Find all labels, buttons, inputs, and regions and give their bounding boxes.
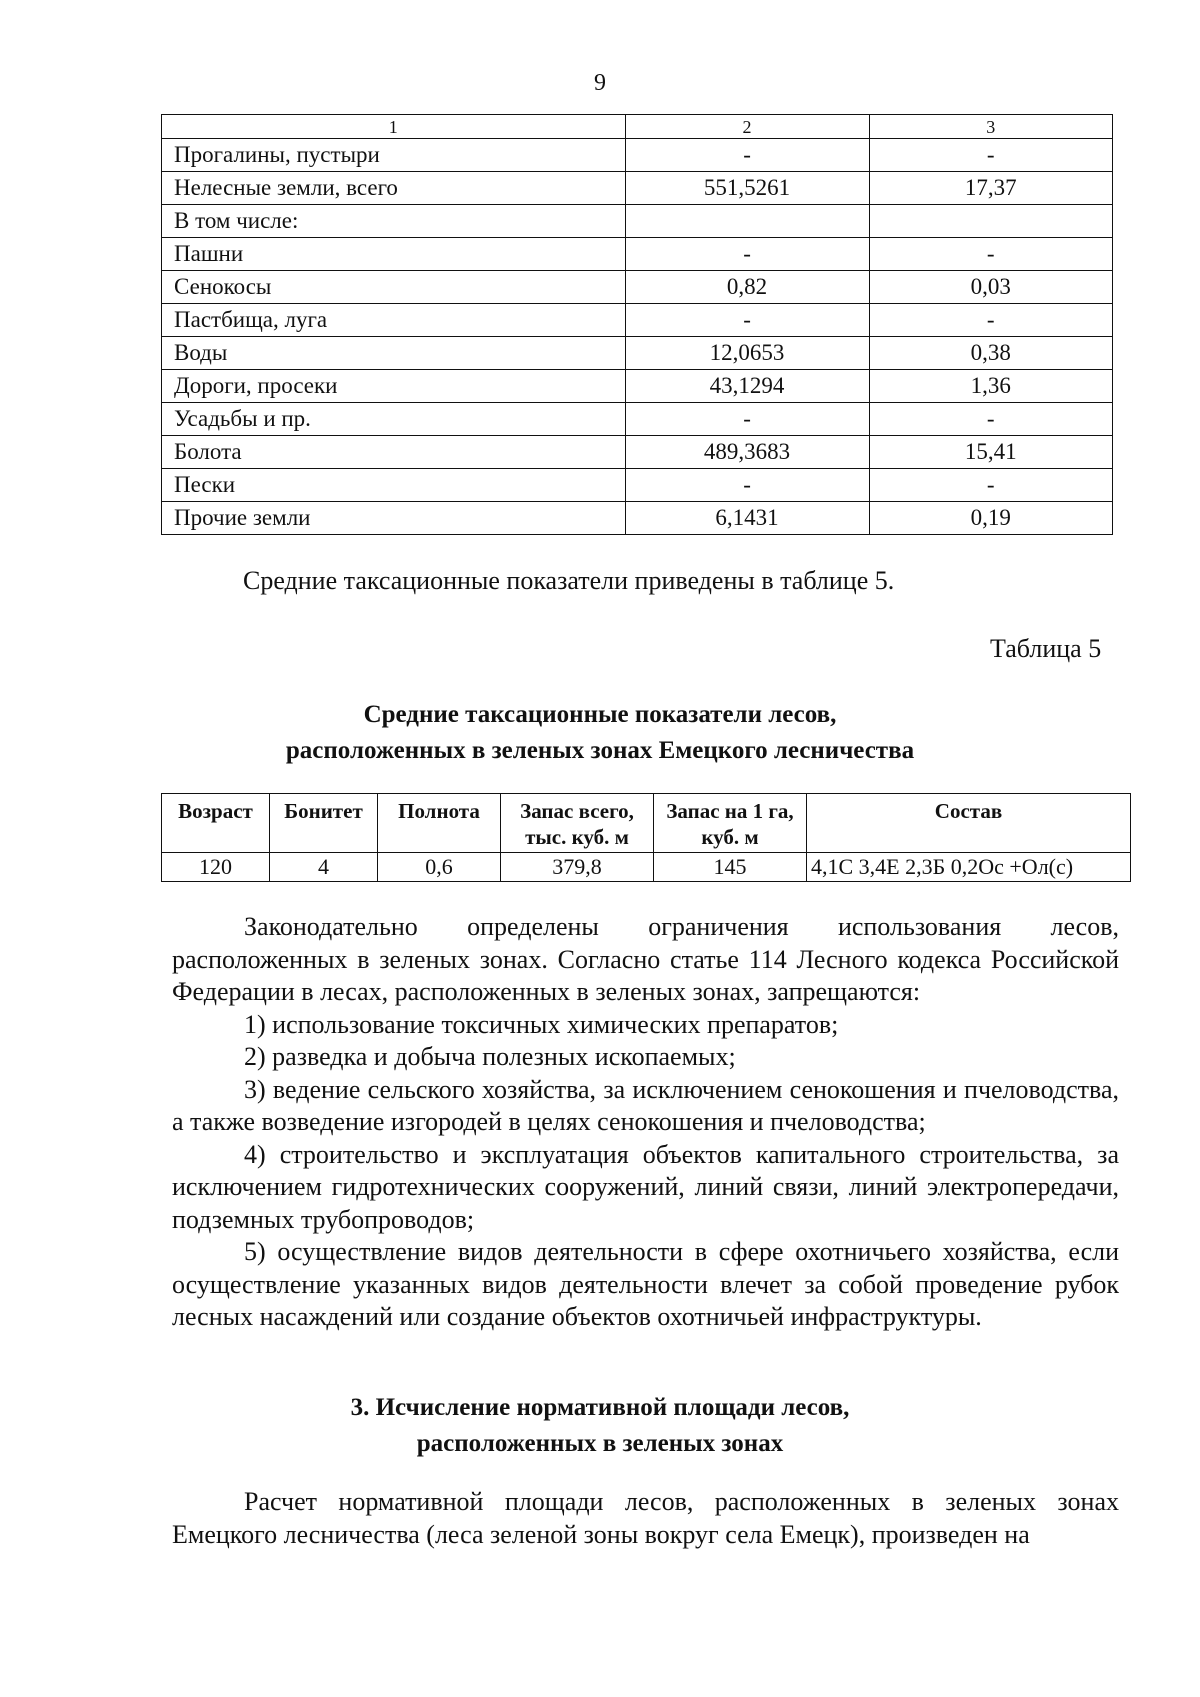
area-cell: 12,0653 [625,337,869,370]
forest-indicators-table [161,793,1131,882]
list-item: 1) использование токсичных химических препаратов; [244,1009,839,1039]
area-cell: - [625,139,869,172]
land-category-cell: Прогалины, пустыри [162,139,626,172]
header-stock-per-ha: Запас на 1 га, куб. м [654,794,807,853]
land-category-cell: Пастбища, луга [162,304,626,337]
table5-title-line2: расположенных в зеленых зонах Емецкого лесничества [285,737,915,764]
section-title-line1: 3. Исчисление нормативной площади лесов, [350,1394,850,1421]
lead-sentence: Средние таксационные показатели приведены в таблице 5. [243,566,895,595]
cell-stock-per-ha: 145 [654,853,807,882]
cell-age: 120 [162,853,270,882]
restrictions-text [172,911,1119,1334]
table-row [162,502,1113,535]
area-cell: - [625,469,869,502]
percent-cell: - [869,469,1113,502]
land-category-cell: Дороги, просеки [162,370,626,403]
list-item: 4) строительство и эксплуатация объектов капитального строительства, за исключением гидротехнических сооружений, линий связи, линий электропередачи, подземных трубопроводов; [172,1139,1119,1234]
page-number: 9 [594,70,606,96]
land-category-cell: Болота [162,436,626,469]
header-density: Полнота [378,794,501,853]
table-header-row [162,794,1131,853]
table-header-row [162,115,1113,139]
area-cell: 489,3683 [625,436,869,469]
land-category-cell: Усадьбы и пр. [162,403,626,436]
area-cell: 0,82 [625,271,869,304]
final-paragraph: Расчет нормативной площади лесов, расположенных в зеленых зонах Емецкого лесничества (леса зеленой зоны вокруг села Емецк), произведен на [172,1487,1119,1549]
cell-total-stock: 379,8 [501,853,654,882]
table-row [162,469,1113,502]
land-category-cell: Нелесные земли, всего [162,172,626,205]
table-row [162,853,1131,882]
column-header: 3 [869,115,1113,139]
header-age: Возраст [162,794,270,853]
table5-title [0,697,1200,769]
table5-title-line1: Средние таксационные показатели лесов, [363,701,837,728]
percent-cell: - [869,304,1113,337]
table-row [162,403,1113,436]
cell-bonitet: 4 [270,853,378,882]
land-category-cell: Прочие земли [162,502,626,535]
percent-cell: 15,41 [869,436,1113,469]
header-total-stock: Запас всего, тыс. куб. м [501,794,654,853]
area-cell: - [625,304,869,337]
table-row [162,205,1113,238]
final-text [172,1485,1119,1551]
land-category-cell: Пески [162,469,626,502]
land-category-cell: В том числе: [162,205,626,238]
percent-cell: 0,03 [869,271,1113,304]
area-cell: - [625,403,869,436]
section-title-line2: расположенных в зеленых зонах [416,1430,784,1457]
area-cell [625,205,869,238]
percent-cell: - [869,139,1113,172]
table-row [162,139,1113,172]
cell-density: 0,6 [378,853,501,882]
table-row [162,172,1113,205]
area-cell: 43,1294 [625,370,869,403]
land-category-cell: Воды [162,337,626,370]
cell-composition: 4,1С 3,4Е 2,3Б 0,2Ос +Ол(с) [807,853,1131,882]
table-row [162,238,1113,271]
area-cell: - [625,238,869,271]
list-item: 2) разведка и добыча полезных ископаемых; [244,1042,736,1071]
table-row [162,337,1113,370]
percent-cell: 17,37 [869,172,1113,205]
land-category-cell: Пашни [162,238,626,271]
percent-cell: - [869,403,1113,436]
list-item: 3) ведение сельского хозяйства, за исключением сенокошения и пчеловодства, а также возведение изгородей в целях сенокошения и пчеловодства; [172,1074,1119,1136]
section-title [0,1390,1200,1462]
table-row [162,436,1113,469]
column-header: 1 [162,115,626,139]
percent-cell [869,205,1113,238]
table-row [162,271,1113,304]
land-category-table [161,114,1113,535]
table-label: Таблица 5 [990,634,1102,663]
percent-cell: 1,36 [869,370,1113,403]
percent-cell: - [869,238,1113,271]
percent-cell: 0,19 [869,502,1113,535]
land-category-cell: Сенокосы [162,271,626,304]
area-cell: 551,5261 [625,172,869,205]
list-item: 5) осуществление видов деятельности в сфере охотничьего хозяйства, если осуществление указанных видов деятельности влечет за собой проведение рубок лесных насаждений или создание объектов охотничьей инфраструктуры. [172,1237,1119,1331]
area-cell: 6,1431 [625,502,869,535]
percent-cell: 0,38 [869,337,1113,370]
column-header: 2 [625,115,869,139]
table-row [162,370,1113,403]
intro-paragraph: Законодательно определены ограничения использования лесов, расположенных в зеленых зонах. Согласно статье 114 Лесного кодекса Российской Федерации в лесах, расположенных в зеленых зонах, запрещаются: [172,912,1119,1006]
header-bonitet: Бонитет [270,794,378,853]
header-composition: Состав [807,794,1131,853]
table-row [162,304,1113,337]
